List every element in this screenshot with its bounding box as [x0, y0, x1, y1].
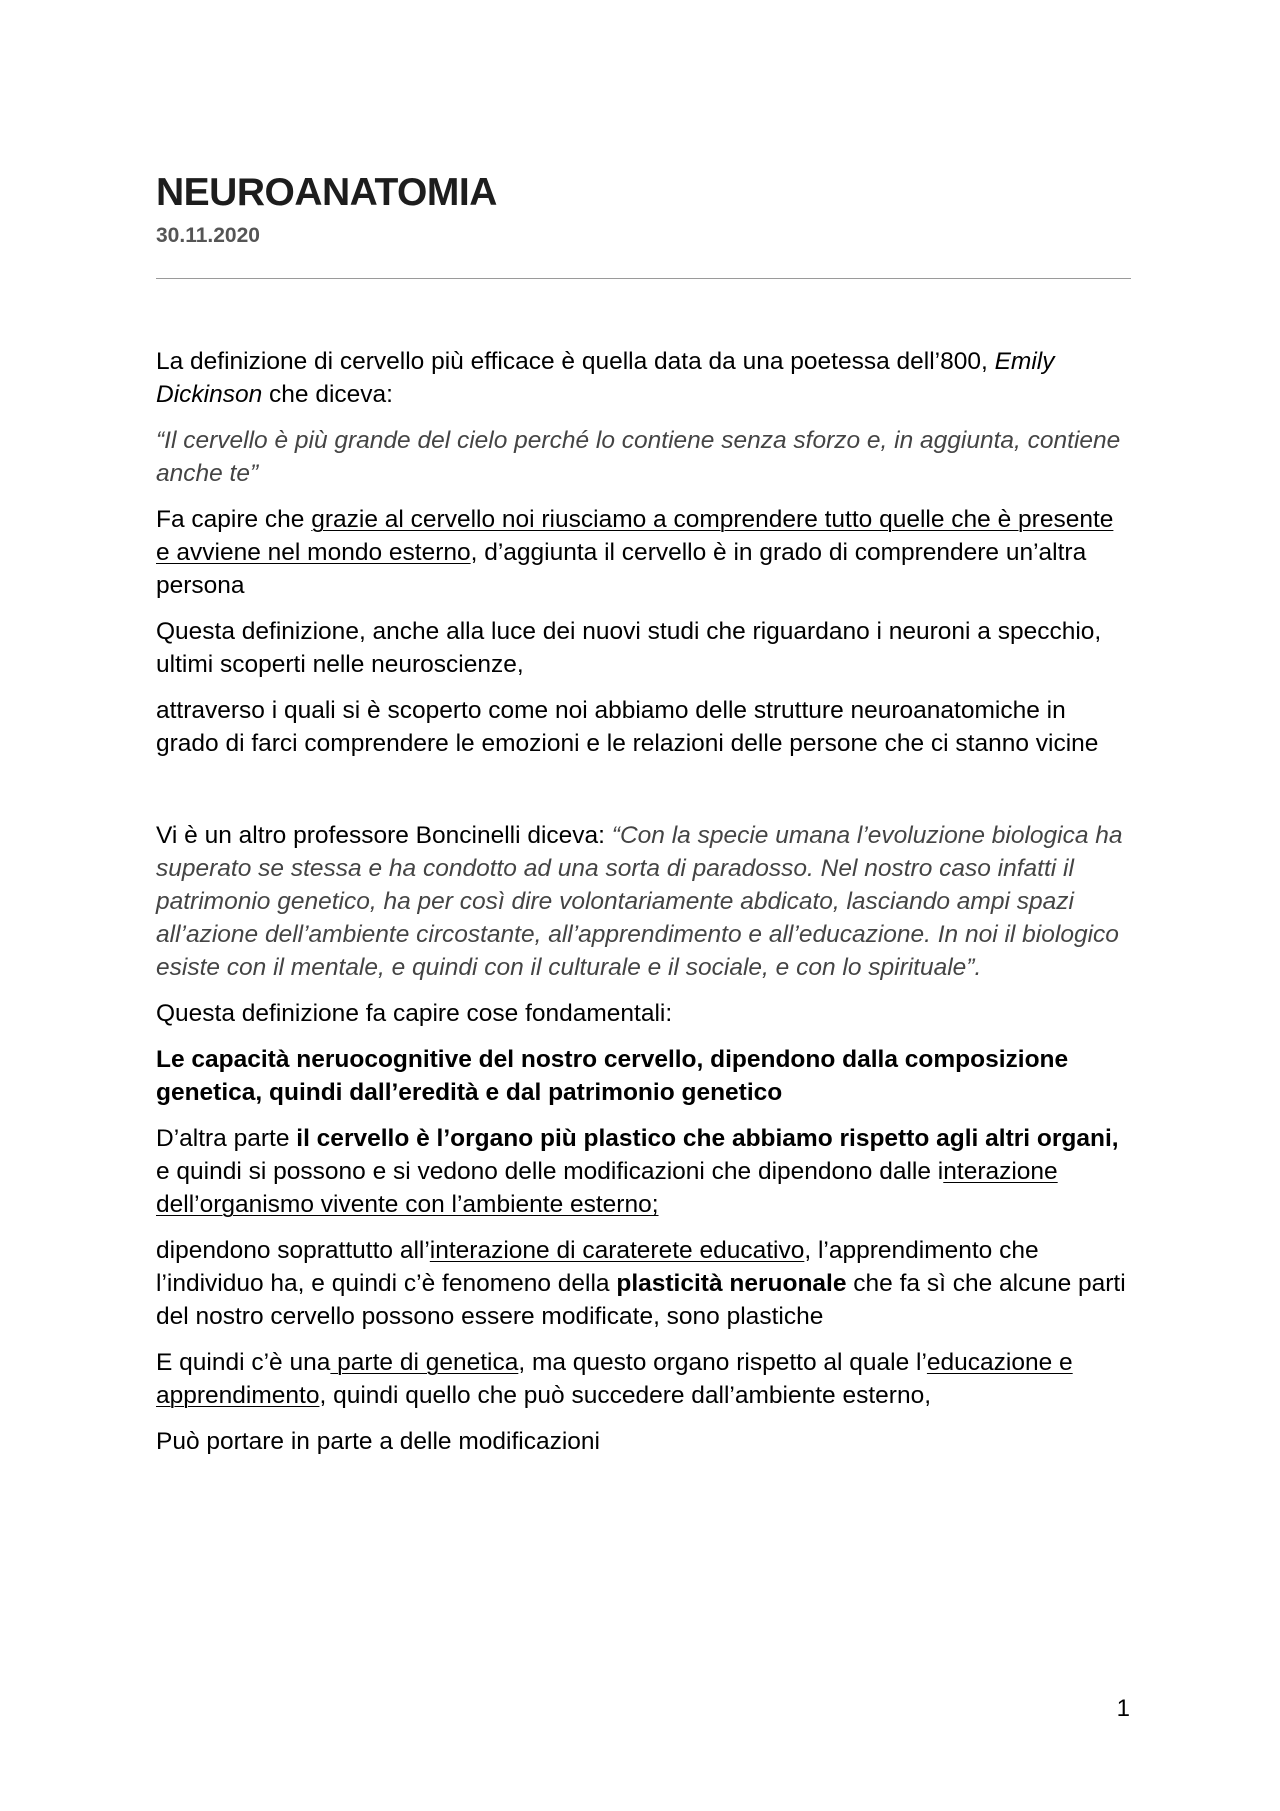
- paragraph-text: dipendono soprattutto all’: [156, 1236, 430, 1264]
- bold-text: plasticità neruonale: [616, 1269, 847, 1297]
- bold-text: il cervello è l’organo più plastico che abbiamo rispetto agli altri organi,: [296, 1124, 1119, 1152]
- document-body: [156, 345, 1131, 1458]
- paragraph-educational-interaction: [156, 1234, 1131, 1333]
- underlined-text: interazione di caraterete educativo: [429, 1236, 805, 1264]
- paragraph-mirror-neurons: Questa definizione, anche alla luce dei nuovi studi che riguardano i neuroni a specchio, ultimi scoperti nelle neuroscienze,: [156, 617, 1102, 678]
- paragraph-modifications: Può portare in parte a delle modificazioni: [156, 1427, 600, 1455]
- author-name: Emily Dickinson: [156, 347, 1055, 408]
- paragraph-genetic-capacity: Le capacità neruocognitive del nostro cervello, dipendono dalla composizione genetica, quindi dall’eredità e dal patrimonio genetico: [156, 1045, 1069, 1106]
- paragraph-plasticity: [156, 1122, 1131, 1221]
- paragraph-text: , ma questo organo rispetto al quale l’: [518, 1348, 927, 1376]
- paragraph-text: che diceva:: [262, 380, 393, 408]
- paragraph-text: Fa capire che: [156, 505, 312, 533]
- document-page: [156, 170, 1131, 1471]
- dickinson-quote: “Il cervello è più grande del cielo perché lo contiene senza sforzo e, in aggiunta, contiene anche te”: [156, 426, 1121, 487]
- paragraph-fundamental: Questa definizione fa capire cose fondamentali:: [156, 999, 673, 1027]
- paragraph-genetics-education: [156, 1346, 1131, 1412]
- underlined-text: grazie al cervello noi riusciamo a comprendere tutto quelle che è presente e avviene nel mondo esterno: [156, 505, 1114, 566]
- underlined-text: nterazione dell’organismo vivente con l’ambiente esterno;: [156, 1157, 1058, 1218]
- underlined-text: educazione e apprendimento: [156, 1348, 1073, 1409]
- paragraph-neuroanatomic-structures: attraverso i quali si è scoperto come noi abbiamo delle strutture neuroanatomiche in grado di farci comprendere le emozioni e le relazioni delle persone che ci stanno vicine: [156, 696, 1099, 757]
- paragraph-text: D’altra parte: [156, 1124, 297, 1152]
- document-title: NEUROANATOMIA: [156, 171, 497, 214]
- paragraph-text: , quindi quello che può succedere dall’ambiente esterno,: [319, 1381, 931, 1409]
- paragraph-brain-understanding: [156, 503, 1131, 602]
- underlined-text: parte di genetica: [330, 1348, 519, 1376]
- paragraph-text: , d’aggiunta il cervello è in grado di comprendere un’altra persona: [156, 538, 1087, 599]
- paragraph-text: E quindi c’è una: [156, 1348, 331, 1376]
- paragraph-boncinelli: [156, 819, 1131, 984]
- paragraph-text: , l’apprendimento che l’individuo ha, e quindi c’è fenomeno della: [156, 1236, 1039, 1297]
- paragraph-text: Vi è un altro professore Boncinelli diceva:: [156, 821, 612, 849]
- paragraph-text: che fa sì che alcune parti del nostro cervello possono essere modificate, sono plastiche: [156, 1269, 1126, 1330]
- document-date: 30.11.2020: [156, 223, 260, 247]
- paragraph-text: La definizione di cervello più efficace è quella data da una poetessa dell’800,: [156, 347, 995, 375]
- paragraph-text: e quindi si possono e si vedono delle modificazioni che dipendono dalle i: [156, 1157, 944, 1185]
- paragraph-dickinson-intro: [156, 345, 1131, 411]
- boncinelli-quote: “Con la specie umana l’evoluzione biologica ha superato se stessa e ha condotto ad una sorta di paradosso. Nel nostro caso infatti il patrimonio genetico, ha per così dire volontariamente abdicato, lasciando ampi spazi all’azione dell’ambiente circostante, all’apprendimento e all’educazione. In noi il biologico esiste con il mentale, e quindi con il culturale e il sociale, e con lo spirituale”.: [156, 821, 1123, 981]
- page-number: 1: [1116, 1695, 1130, 1722]
- section-spacer: [156, 773, 1131, 819]
- header-divider: [156, 278, 1131, 279]
